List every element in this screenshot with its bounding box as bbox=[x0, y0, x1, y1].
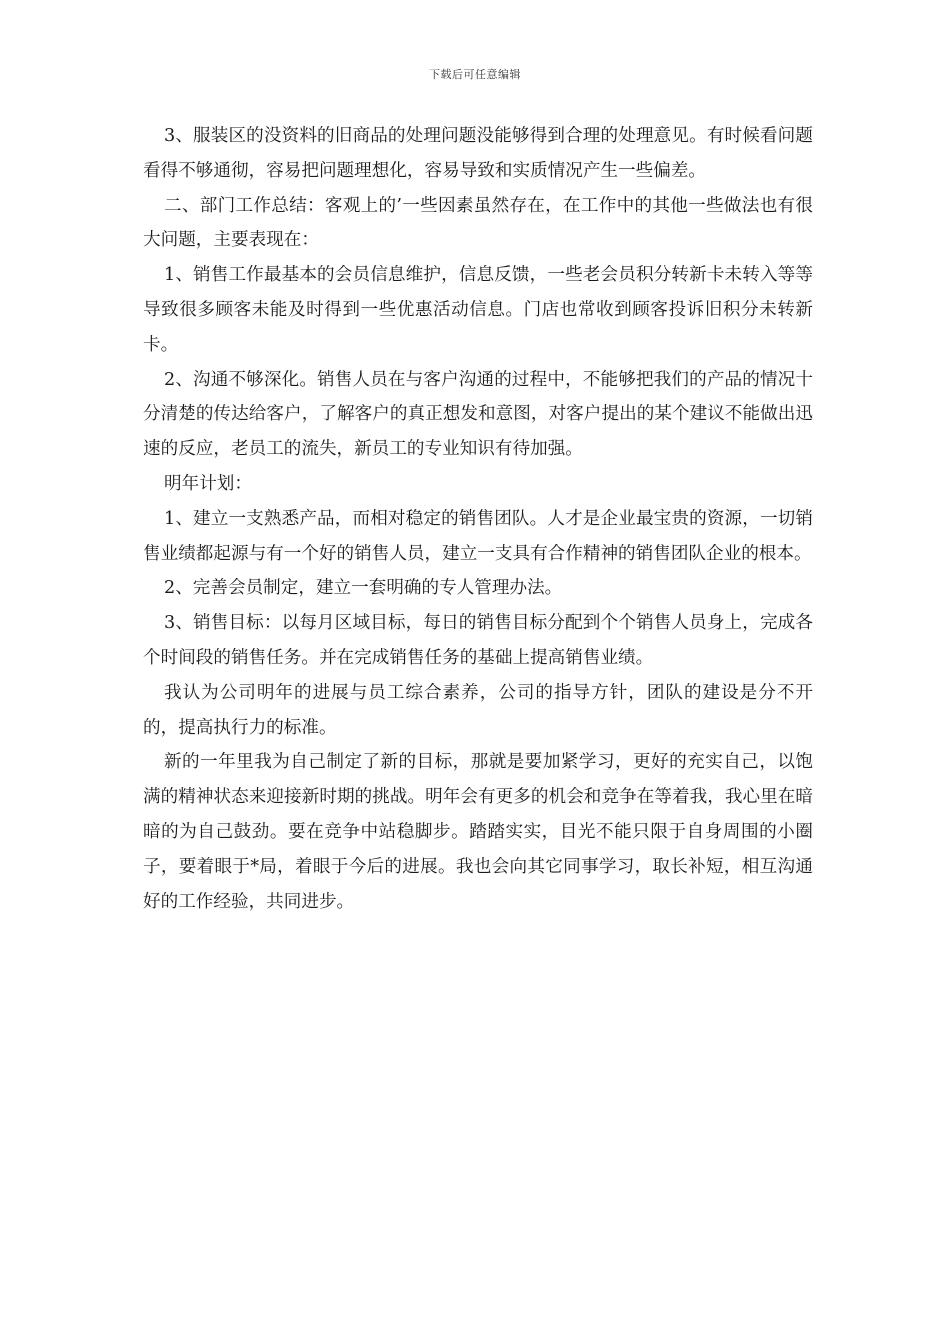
paragraph-new-year-goals: 新的一年里我为自己制定了新的目标，那就是要加紧学习，更好的充实自己，以饱满的精神状态来迎接新时期的挑战。明年会有更多的机会和竞争在等着我，我心里在暗暗的为自己鼓劲。要在竞争中站稳脚步。踏踏实实，目光不能只限于自身周围的小圈子，要着眼于*局，着眼于今后的进展。我也会向其它同事学习，取长补短，相互沟通好的工作经验，共同进步。 bbox=[143, 752, 813, 912]
paragraph-department-summary: 二、部门工作总结：客观上的’一些因素虽然存在，在工作中的其他一些做法也有很大问题，主要表现在： bbox=[143, 195, 813, 251]
paragraph-clothing-old-goods: 3、服装区的没资料的旧商品的处理问题没能够得到合理的处理意见。有时候看问题看得不够通彻，容易把问题理想化，容易导致和实质情况产生一些偏差。 bbox=[143, 126, 813, 181]
page-header-note: 下载后可任意编辑 bbox=[429, 68, 521, 81]
paragraph-next-year-plan-heading: 明年计划： bbox=[164, 473, 252, 494]
paragraph-communication: 2、沟通不够深化。销售人员在与客户沟通的过程中，不能够把我们的产品的情况十分清楚的传达给客户，了解客户的真正想发和意图，对客户提出的某个建议不能做出迅速的反应，老员工的流失，新员工的专业知识有待加强。 bbox=[143, 369, 813, 460]
paragraph-sales-target: 3、销售目标：以每月区域目标，每日的销售目标分配到个个销售人员身上，完成各个时间段的销售任务。并在完成销售任务的基础上提高销售业绩。 bbox=[143, 613, 813, 668]
paragraph-member-info: 1、销售工作最基本的会员信息维护，信息反馈，一些老会员积分转新卡未转入等等导致很多顾客未能及时得到一些优惠活动信息。门店也常收到顾客投诉旧积分未转新卡。 bbox=[143, 265, 813, 355]
paragraph-company-development: 我认为公司明年的进展与员工综合素养，公司的指导方针，团队的建设是分不开的，提高执行力的标准。 bbox=[143, 682, 813, 738]
paragraph-sales-team: 1、建立一支熟悉产品，而相对稳定的销售团队。人才是企业最宝贵的资源，一切销售业绩都起源与有一个好的销售人员，建立一支具有合作精神的销售团队企业的根本。 bbox=[143, 508, 813, 564]
paragraph-membership-system: 2、完善会员制定，建立一套明确的专人管理办法。 bbox=[164, 578, 563, 599]
document-body bbox=[143, 119, 813, 919]
